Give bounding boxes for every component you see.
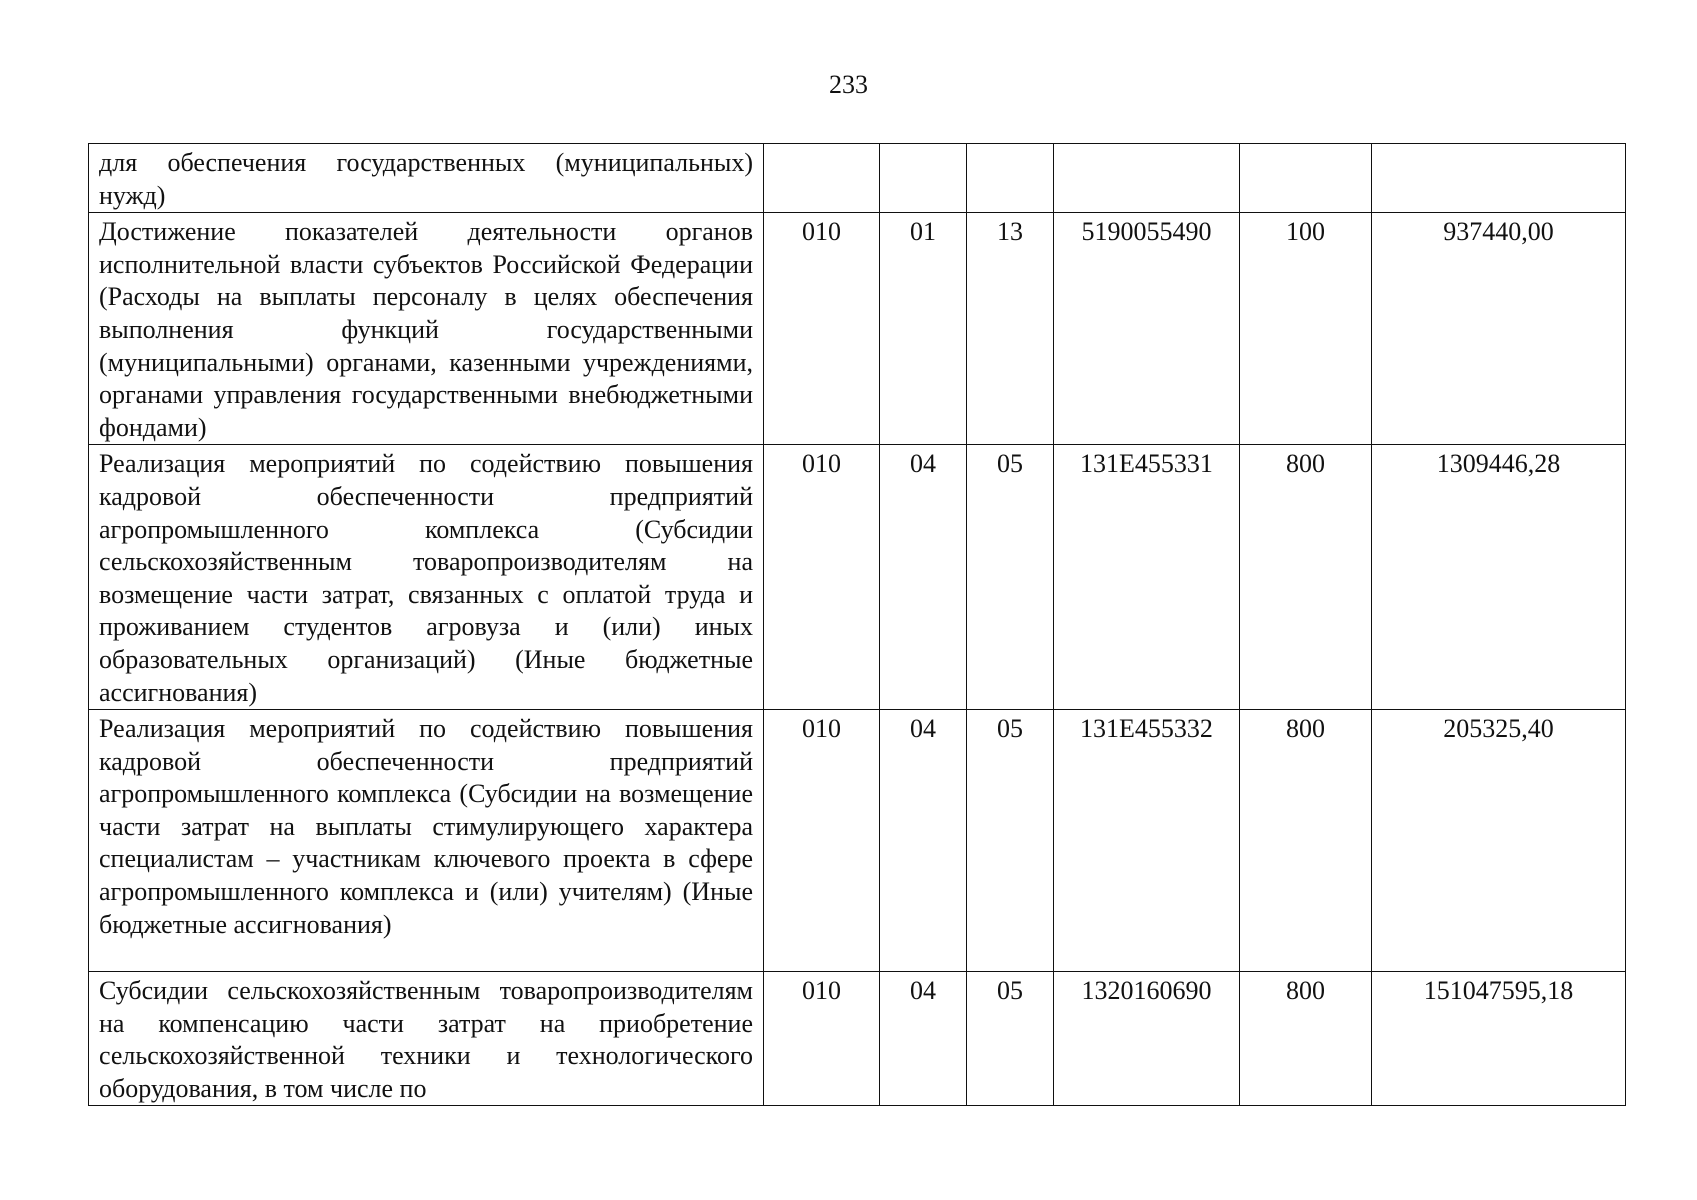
table-row (89, 445, 1626, 710)
row-description: Достижение показателей деятельности органов исполнительной власти субъектов Российской Федерации (Расходы на выплаты персоналу в целях обеспечения выполнения функций государственными (муниципальными) органами, казенными учреждениями, органами управления государственными внебюджетными фондами) (89, 213, 764, 445)
expense-type-code: 800 (1240, 710, 1372, 972)
section-code: 04 (880, 710, 967, 972)
ministry-code: 010 (764, 710, 880, 972)
section-code: 04 (880, 445, 967, 710)
section-code: 04 (880, 972, 967, 1106)
subsection-code: 05 (967, 445, 1054, 710)
target-article-code (1054, 144, 1240, 213)
expense-type-code: 100 (1240, 213, 1372, 445)
subsection-code: 05 (967, 972, 1054, 1106)
table-row (89, 710, 1626, 972)
amount-value: 151047595,18 (1372, 972, 1626, 1106)
page-number: 233 (829, 70, 868, 99)
ministry-code: 010 (764, 445, 880, 710)
expense-type-code: 800 (1240, 445, 1372, 710)
table-row (89, 213, 1626, 445)
row-description: Субсидии сельскохозяйственным товаропроизводителям на компенсацию части затрат на приобретение сельскохозяйственной техники и технологического оборудования, в том числе по (89, 972, 764, 1106)
row-description: Реализация мероприятий по содействию повышения кадровой обеспеченности предприятий агропромышленного комплекса (Субсидии сельскохозяйственным товаропроизводителям на возмещение части затрат, связанных с оплатой труда и проживанием студентов агровуза и (или) иных образовательных организаций) (Иные бюджетные ассигнования) (89, 445, 764, 710)
section-code (880, 144, 967, 213)
row-description: для обеспечения государственных (муниципальных) нужд) (89, 144, 764, 213)
expense-type-code (1240, 144, 1372, 213)
amount-value: 205325,40 (1372, 710, 1626, 972)
amount-value (1372, 144, 1626, 213)
ministry-code: 010 (764, 213, 880, 445)
target-article-code: 5190055490 (1054, 213, 1240, 445)
subsection-code: 13 (967, 213, 1054, 445)
amount-value: 1309446,28 (1372, 445, 1626, 710)
target-article-code: 1320160690 (1054, 972, 1240, 1106)
table-row (89, 144, 1626, 213)
budget-table (88, 143, 1626, 1106)
expense-type-code: 800 (1240, 972, 1372, 1106)
ministry-code (764, 144, 880, 213)
subsection-code (967, 144, 1054, 213)
row-description: Реализация мероприятий по содействию повышения кадровой обеспеченности предприятий агропромышленного комплекса (Субсидии на возмещение части затрат на выплаты стимулирующего характера специалистам – участникам ключевого проекта в сфере агропромышленного комплекса и (или) учителям) (Иные бюджетные ассигнования) (89, 710, 764, 972)
ministry-code: 010 (764, 972, 880, 1106)
table-row (89, 972, 1626, 1106)
section-code: 01 (880, 213, 967, 445)
amount-value: 937440,00 (1372, 213, 1626, 445)
subsection-code: 05 (967, 710, 1054, 972)
target-article-code: 131E455331 (1054, 445, 1240, 710)
target-article-code: 131E455332 (1054, 710, 1240, 972)
